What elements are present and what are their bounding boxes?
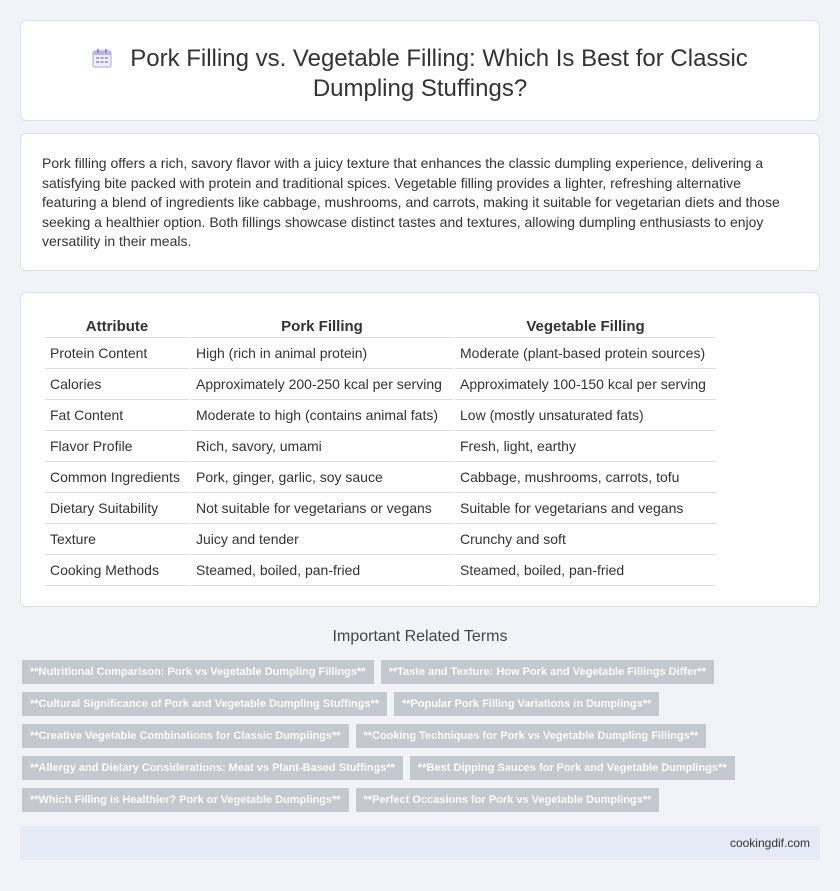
table-cell: Moderate to high (contains animal fats): [191, 400, 453, 431]
table-row: [45, 462, 716, 493]
footer-site-link[interactable]: cookingdif.com: [729, 836, 810, 850]
table-cell: Juicy and tender: [191, 524, 453, 555]
comparison-table: [43, 315, 718, 586]
related-term-tag[interactable]: **Creative Vegetable Combinations for Classic Dumplings**: [22, 724, 349, 748]
related-term-tag[interactable]: **Cooking Techniques for Pork vs Vegetable Dumpling Fillings**: [356, 724, 707, 748]
table-cell: Texture: [45, 524, 189, 555]
header-attribute: Attribute: [45, 315, 189, 338]
related-term-tag[interactable]: **Popular Pork Filling Variations in Dumplings**: [394, 692, 659, 716]
related-terms-tags: [22, 660, 822, 820]
tag-row: [22, 724, 822, 748]
header-vegetable-filling: Vegetable Filling: [455, 315, 716, 338]
tag-row: [22, 692, 822, 716]
table-cell: Flavor Profile: [45, 431, 189, 462]
footer: [20, 826, 820, 860]
table-cell: Pork, ginger, garlic, soy sauce: [191, 462, 453, 493]
table-cell: Steamed, boiled, pan-fried: [191, 555, 453, 586]
table-cell: Calories: [45, 369, 189, 400]
tag-row: [22, 788, 822, 812]
table-cell: Steamed, boiled, pan-fried: [455, 555, 716, 586]
table-cell: Protein Content: [45, 338, 189, 369]
table-cell: Fat Content: [45, 400, 189, 431]
title-card: [20, 20, 820, 121]
related-term-tag[interactable]: **Nutritional Comparison: Pork vs Vegetable Dumpling Fillings**: [22, 660, 374, 684]
table-row: [45, 338, 716, 369]
table-cell: Rich, savory, umami: [191, 431, 453, 462]
table-cell: Cabbage, mushrooms, carrots, tofu: [455, 462, 716, 493]
table-row: [45, 400, 716, 431]
header-pork-filling: Pork Filling: [191, 315, 453, 338]
table-row: [45, 493, 716, 524]
table-cell: High (rich in animal protein): [191, 338, 453, 369]
related-term-tag[interactable]: **Allergy and Dietary Considerations: Meat vs Plant-Based Stuffings**: [22, 756, 403, 780]
table-row: [45, 524, 716, 555]
related-term-tag[interactable]: **Taste and Texture: How Pork and Vegetable Fillings Differ**: [381, 660, 714, 684]
table-cell: Crunchy and soft: [455, 524, 716, 555]
table-cell: Dietary Suitability: [45, 493, 189, 524]
table-cell: Common Ingredients: [45, 462, 189, 493]
table-row: [45, 431, 716, 462]
related-term-tag[interactable]: **Cultural Significance of Pork and Vegetable Dumpling Stuffings**: [22, 692, 387, 716]
page-title-wrap: [21, 44, 819, 104]
table-cell: Moderate (plant-based protein sources): [455, 338, 716, 369]
related-term-tag[interactable]: **Perfect Occasions for Pork vs Vegetable Dumplings**: [356, 788, 660, 812]
related-term-tag[interactable]: **Which Filling is Healthier? Pork or Vegetable Dumplings**: [22, 788, 349, 812]
table-cell: Approximately 100-150 kcal per serving: [455, 369, 716, 400]
table-row: [45, 369, 716, 400]
intro-paragraph: Pork filling offers a rich, savory flavor with a juicy texture that enhances the classic dumpling experience, delivering a satisfying bite packed with protein and traditional spices. Vegetable filling provides a lighter, refreshing alternative featuring a blend of ingredients like cabbage, mushrooms, and carrots, making it suitable for vegetarian diets and those seeking a healthier option. Both fillings showcase distinct tastes and textures, allowing dumpling enthusiasts to enjoy versatility in their meals.: [42, 155, 780, 249]
table-cell: Approximately 200-250 kcal per serving: [191, 369, 453, 400]
comparison-table-card: [20, 292, 820, 607]
tag-row: [22, 660, 822, 684]
page-title: Pork Filling vs. Vegetable Filling: Which Is Best for Classic Dumpling Stuffings?: [130, 45, 748, 102]
table-cell: Cooking Methods: [45, 555, 189, 586]
table-row: [45, 555, 716, 586]
table-header-row: [45, 315, 716, 338]
tag-row: [22, 756, 822, 780]
table-cell: Suitable for vegetarians and vegans: [455, 493, 716, 524]
table-cell: Not suitable for vegetarians or vegans: [191, 493, 453, 524]
table-cell: Low (mostly unsaturated fats): [455, 400, 716, 431]
related-term-tag[interactable]: **Best Dipping Sauces for Pork and Vegetable Dumplings**: [410, 756, 735, 780]
calendar-icon: [92, 48, 112, 68]
intro-card: [20, 133, 820, 271]
table-cell: Fresh, light, earthy: [455, 431, 716, 462]
related-terms-heading: Important Related Terms: [332, 628, 508, 645]
